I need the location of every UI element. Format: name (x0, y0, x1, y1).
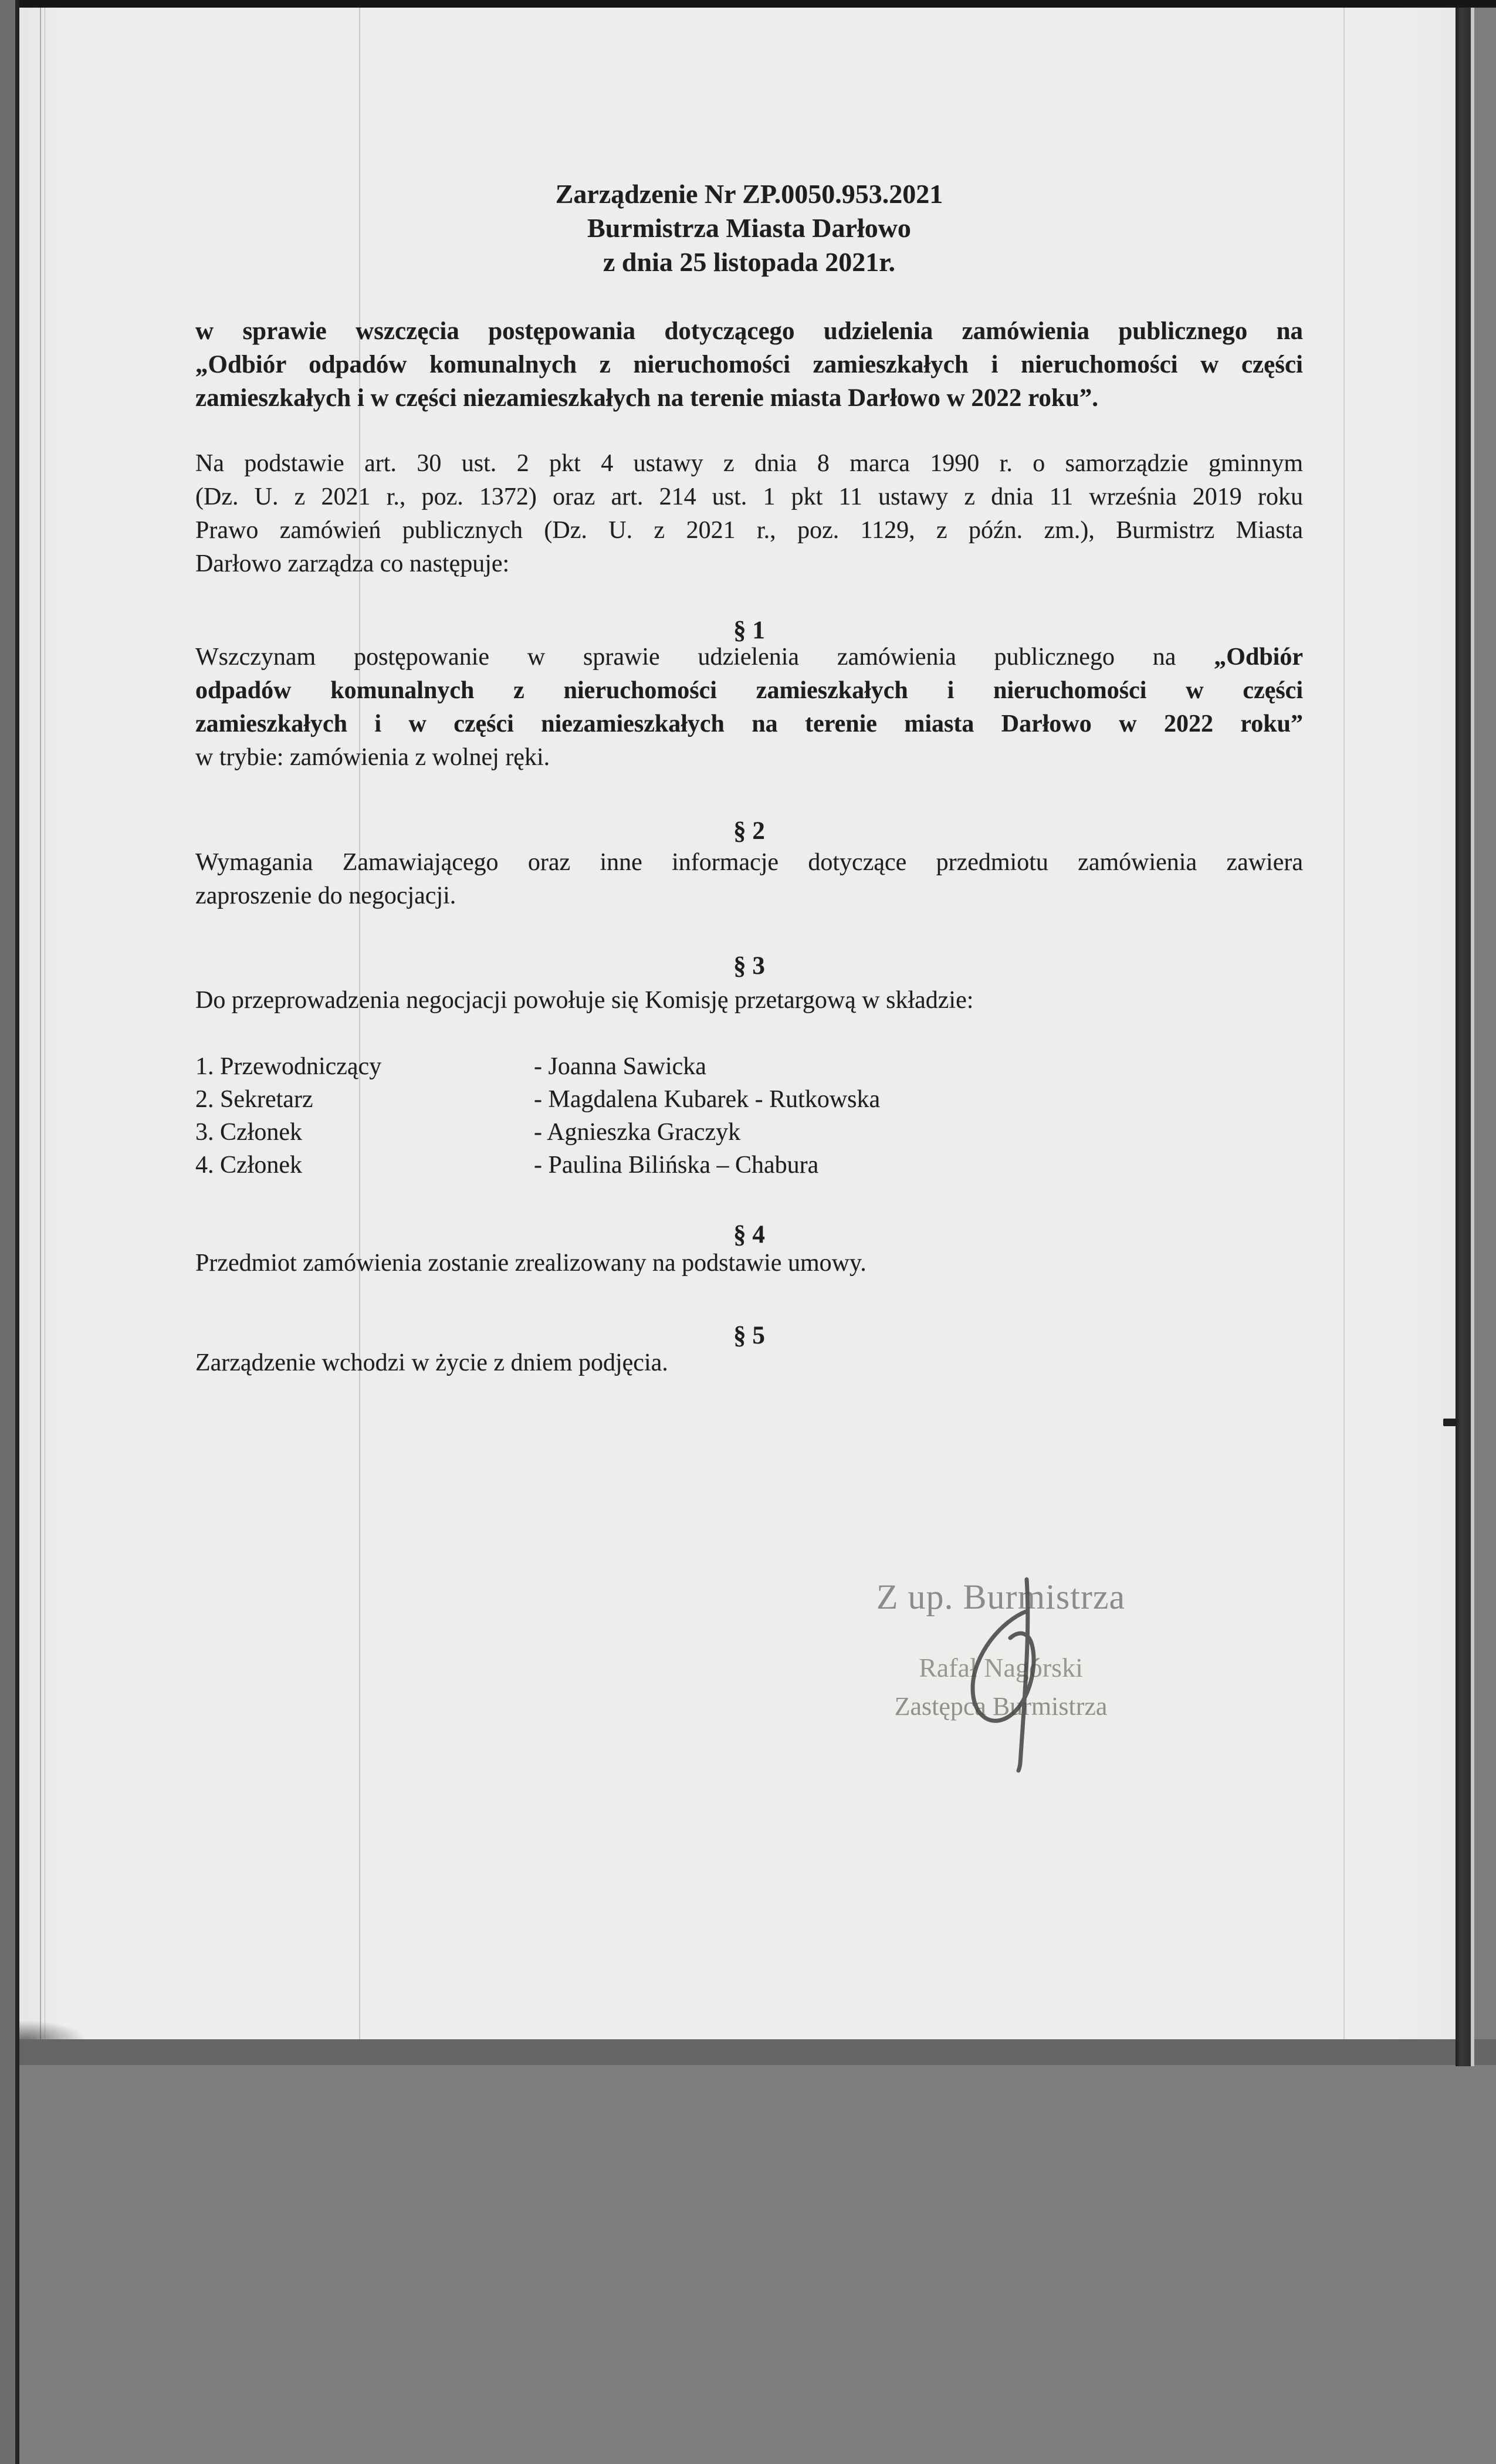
section-1-regular-text: Wszczynam postępowanie w sprawie udzielenia zamówienia publicznego na (195, 644, 1214, 671)
signature-authorization: Z up. Burmistrza (876, 1578, 1126, 1616)
legal-line: (Dz. U. z 2021 r., poz. 1372) oraz art. 214 ust. 1 pkt 11 ustawy z dnia 11 września 2019 roku (195, 483, 1303, 510)
page-right-edge-shadow (1456, 0, 1471, 2066)
section-1-line: odpadów komunalnych z nieruchomości zamieszkałych i nieruchomości w części (195, 677, 1303, 704)
document-title (195, 177, 1303, 279)
section-2-line: Wymagania Zamawiającego oraz inne informacje dotyczące przedmiotu zamówienia zawiera (195, 849, 1303, 876)
page-edge-hairline (40, 8, 41, 2039)
scanner-top-bar (0, 0, 1496, 8)
section-1-line (195, 641, 1303, 674)
committee-list (195, 1050, 1303, 1182)
scanner-left-strip (0, 0, 15, 2464)
committee-name: - Agnieszka Graczyk (534, 1119, 741, 1146)
subject-line: w sprawie wszczęcia postępowania dotyczącego udzielenia zamówienia publicznego na (195, 317, 1303, 345)
section-2-paragraph (195, 846, 1303, 913)
signatory-name: Rafał Nagórski (919, 1653, 1083, 1683)
section-1-heading: § 1 (733, 617, 765, 644)
title-line-2: Burmistrza Miasta Darłowo (587, 213, 911, 243)
title-line-3: z dnia 25 listopada 2021r. (603, 247, 895, 277)
section-4-paragraph: Przedmiot zamówienia zostanie zrealizowany na podstawie umowy. (195, 1250, 867, 1277)
signatory-title: Zastępca Burmistrza (894, 1692, 1108, 1721)
signature-stroke (973, 1579, 1034, 1771)
committee-row (195, 1050, 1303, 1083)
legal-line: Na podstawie art. 30 ust. 2 pkt 4 ustawy z dnia 8 marca 1990 r. o samorządzie gminnym (195, 450, 1303, 477)
title-line-1: Zarządzenie Nr ZP.0050.953.2021 (555, 179, 943, 209)
section-4-heading: § 4 (733, 1221, 765, 1248)
committee-role: 2. Sekretarz (195, 1086, 313, 1113)
page-corner-shadow (19, 2021, 84, 2039)
section-1-bold-text: „Odbiór (1214, 644, 1303, 671)
committee-row (195, 1083, 1303, 1116)
section-5-heading: § 5 (733, 1322, 765, 1349)
committee-name: - Paulina Bilińska – Chabura (534, 1152, 819, 1179)
committee-role: 3. Członek (195, 1119, 302, 1146)
section-3-heading: § 3 (733, 952, 765, 980)
section-2-line: zaproszenie do negocjacji. (195, 882, 456, 909)
committee-row (195, 1116, 1303, 1149)
page-fold-line (359, 8, 360, 2039)
section-1-line: w trybie: zamówienia z wolnej ręki. (195, 744, 550, 771)
subject-line: „Odbiór odpadów komunalnych z nieruchomości zamieszkałych i nieruchomości w części (195, 351, 1303, 378)
scanned-page (19, 8, 1456, 2039)
section-1-line: zamieszkałych i w części niezamieszkałych na terenie miasta Darłowo w 2022 roku” (195, 710, 1303, 737)
section-2-heading: § 2 (733, 817, 765, 845)
committee-role: 1. Przewodniczący (195, 1053, 382, 1080)
committee-name: - Joanna Sawicka (534, 1053, 706, 1080)
legal-line: Prawo zamówień publicznych (Dz. U. z 2021 r., poz. 1129, z późn. zm.), Burmistrz Miasta (195, 517, 1303, 544)
subject-paragraph (195, 314, 1303, 415)
page-right-edge-highlight (1471, 0, 1474, 2066)
committee-role: 4. Członek (195, 1152, 302, 1179)
legal-basis-paragraph (195, 447, 1303, 581)
legal-line: Darłowo zarządza co następuje: (195, 550, 510, 577)
scan-artifact-mark (1443, 1419, 1456, 1426)
committee-name: - Magdalena Kubarek - Rutkowska (534, 1086, 881, 1113)
section-3-intro: Do przeprowadzenia negocjacji powołuje się Komisję przetargową w składzie: (195, 987, 974, 1014)
section-5-paragraph: Zarządzenie wchodzi w życie z dniem podjęcia. (195, 1349, 668, 1376)
page-left-edge-line (15, 0, 19, 2464)
subject-line: zamieszkałych i w części niezamieszkałych na terenie miasta Darłowo w 2022 roku”. (195, 384, 1099, 412)
scanner-bottom-strip (0, 2039, 1496, 2065)
page-fold-line (1343, 8, 1345, 2039)
handwritten-signature (939, 1555, 1091, 1789)
committee-row (195, 1149, 1303, 1182)
section-1-paragraph (195, 641, 1303, 774)
